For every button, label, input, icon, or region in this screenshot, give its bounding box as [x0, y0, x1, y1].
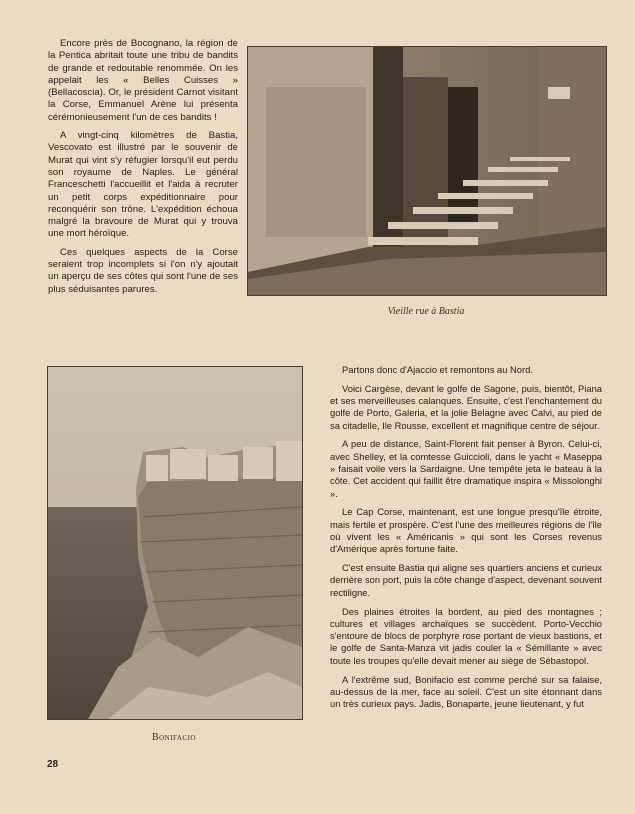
paragraph-cargese: Voici Cargèse, devant le golfe de Sagone, puis, bientôt, Piana et ses merveilleuses calanques. Ensuite, c'est l'enchantement du golfe de Porto, Galeria, et la jolie Belagne avec Calvi, au pied de sa citadelle, Ile Rousse, excellent et magnifique centre de séjour. [330, 382, 602, 431]
paragraph-bellacoscia: Encore près de Bocognano, la région de la Pentica abritait toute une tribu de bandits de grande et redoutable renommée. On les appelait les « Belles Cuisses » (Bellacoscia). Or, le président Carnot visitant la Corse, Emmanuel Arène lui présenta cérémonieusement l'un de ces bandits ! [48, 38, 238, 123]
paragraph-bonifacio: A l'extrême sud, Bonifacio est comme perché sur sa falaise, au-dessus de la mer, face au soleil. C'est un site étonnant dans un très curieux pays. Jadis, Bonaparte, jeune lieutenant, y fut [330, 673, 602, 710]
paragraph-plaines: Des plaines étroites la bordent, au pied des montagnes ; cultures et villages archaïques se succèdent. Porto-Vecchio s'entoure de blocs de porphyre rose portant de vieux bastions, et le golfe de Santa-Manza vit jadis couler la « Sémillante » avec toute les troupes qu'elle devait mener au siège de Sébastopol. [330, 605, 602, 666]
top-left-text-column [48, 38, 238, 302]
right-text-column [330, 364, 602, 717]
paragraph-cotes-intro: Ces quelques aspects de la Corse seraient trop incomplets si l'on n'y ajoutait un aperçu de ses côtes qui sont l'une de ses plus séduisantes parures. [48, 246, 238, 295]
caption-bonifacio: Bonifacio [151, 732, 197, 743]
photo-bonifacio [47, 366, 303, 720]
paragraph-vescovato: A vingt-cinq kilomètres de Bastia, Vescovato est illustré par le souvenir de Murat qui vint s'y réfugier lorsqu'il eut perdu son royaume de Naples. Le général Franceschetti l'accueillit et l'aida à recruter un petit corps expéditionnaire pour reconquérir son trône. L'expédition échoua malgré la bravoure de Murat qui y trouva une mort héroïque. [48, 130, 238, 240]
page-number: 28 [47, 759, 59, 770]
paragraph-ajaccio: Partons donc d'Ajaccio et remontons au Nord. [342, 364, 533, 375]
paragraph-bastia: C'est ensuite Bastia qui aligne ses quartiers anciens et curieux derrière son port, puis la côte change d'aspect, devenant souvent rectiligne. [330, 562, 602, 598]
caption-bastia: Vieille rue à Bastia [387, 306, 465, 317]
photo-vieille-rue-bastia [247, 46, 607, 296]
paragraph-saint-florent: A peu de distance, Saint-Florent fait penser à Byron. Celui-ci, avec Shelley, et la comtesse Guiccioli, dans le yacht « Maseppa » faisait voile vers la Sardaigne. Une tempête jeta le bateau à la côte. Cet accident qui faillit être dramatique inspira « Missolonghi ». [330, 438, 602, 499]
paragraph-cap-corse: Le Cap Corse, maintenant, est une longue presqu'île étroite, mais fertile et prospère. C'est l'une des meilleures régions de l'île où vivent les « Américanis » qui sont les Corses revenus d'Amérique après fortune faite. [330, 506, 602, 555]
